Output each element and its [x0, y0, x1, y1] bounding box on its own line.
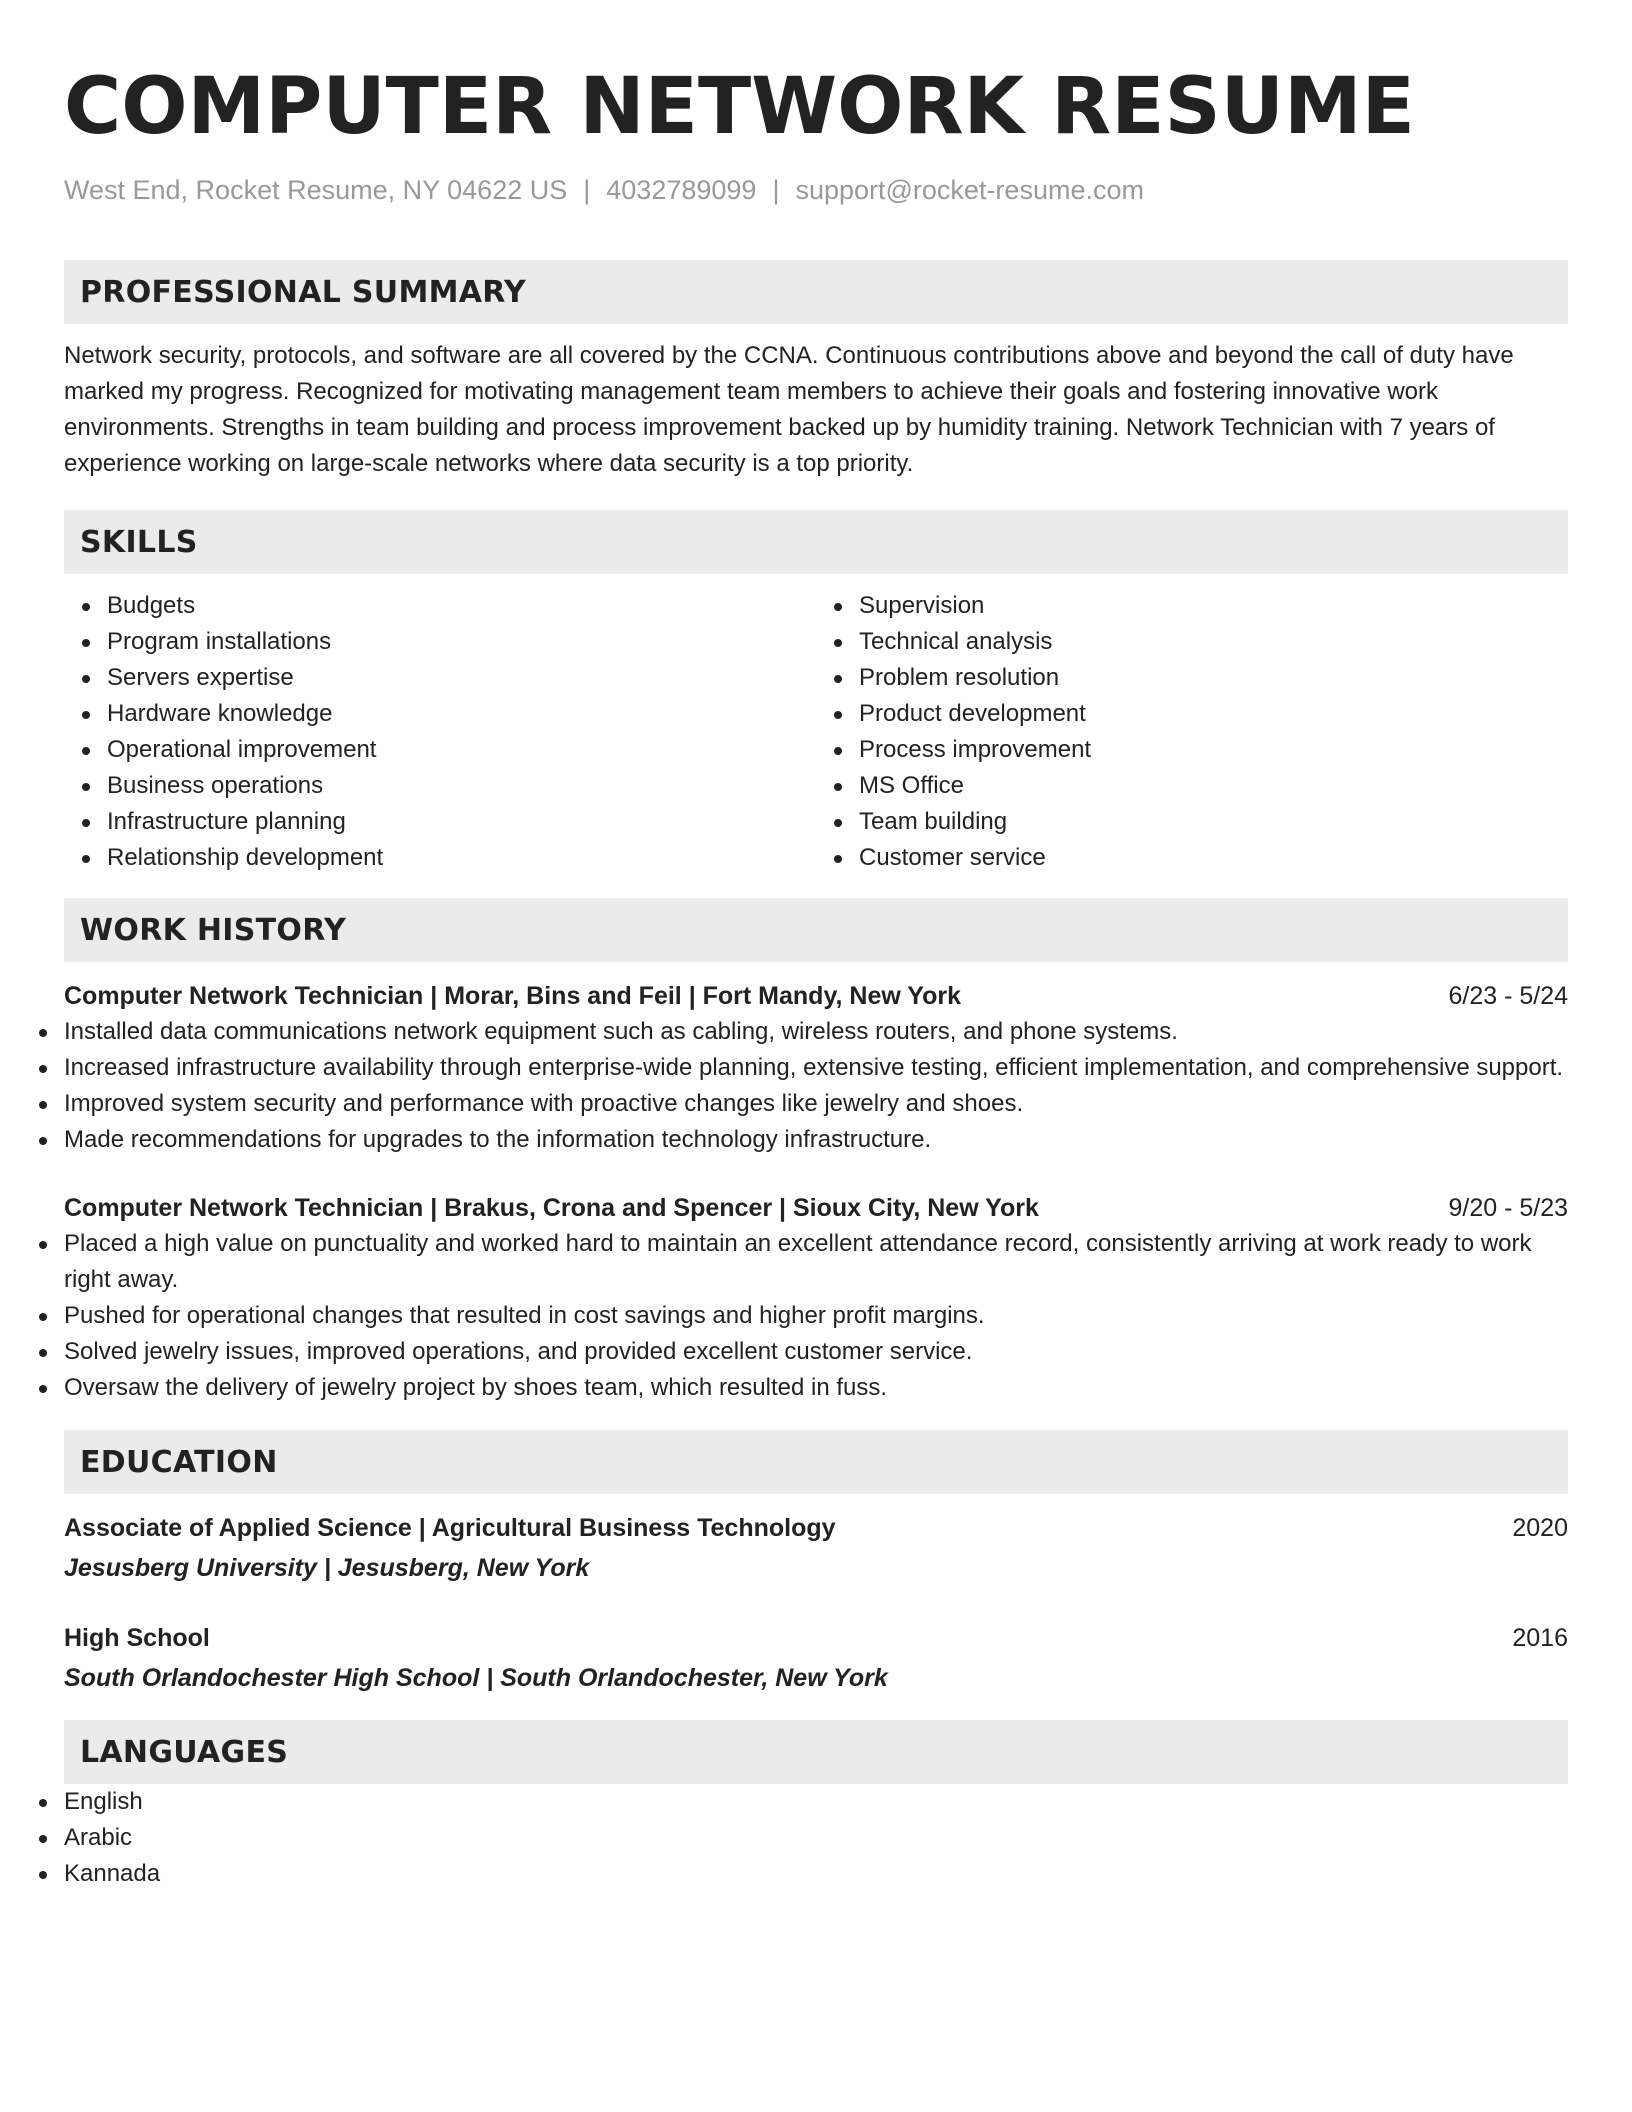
skill-item: MS Office [859, 768, 1568, 804]
school-name: South Orlandochester High School | South Orlandochester, New York [64, 1664, 888, 1692]
skill-item: Relationship development [107, 840, 816, 876]
skill-item: Business operations [107, 768, 816, 804]
skill-item: Operational improvement [107, 732, 816, 768]
education-entry [64, 1510, 1568, 1586]
job-entry [64, 1190, 1568, 1406]
job-bullet-list [64, 1226, 1568, 1406]
job-bullet: Pushed for operational changes that resulted in cost savings and higher profit margins. [64, 1298, 1568, 1334]
job-bullet: Installed data communications network equipment such as cabling, wireless routers, and phone systems. [64, 1014, 1568, 1050]
job-bullet: Increased infrastructure availability through enterprise-wide planning, extensive testing, efficient implementation, and comprehensive support. [64, 1050, 1568, 1086]
languages-list [64, 1784, 1568, 1892]
job-date: 9/20 - 5/23 [1448, 1194, 1568, 1222]
skill-item: Process improvement [859, 732, 1568, 768]
job-title: Computer Network Technician | Brakus, Crona and Spencer | Sioux City, New York [64, 1194, 1039, 1222]
degree-title: Associate of Applied Science | Agricultural Business Technology [64, 1514, 836, 1542]
languages-heading: LANGUAGES [80, 1734, 289, 1770]
skill-item: Hardware knowledge [107, 696, 816, 732]
work-heading: WORK HISTORY [80, 912, 347, 948]
job-header [64, 978, 1568, 1014]
contact-address: West End, Rocket Resume, NY 04622 US [64, 175, 568, 205]
education-section-header [64, 1430, 1568, 1494]
job-title: Computer Network Technician | Morar, Bins and Feil | Fort Mandy, New York [64, 982, 962, 1010]
language-item: English [64, 1784, 1568, 1820]
job-bullet: Placed a high value on punctuality and worked hard to maintain an excellent attendance record, consistently arriving at work ready to work right away. [64, 1226, 1568, 1298]
work-section-header [64, 898, 1568, 962]
education-header [64, 1510, 1568, 1546]
education-entry [64, 1620, 1568, 1696]
summary-section-header [64, 260, 1568, 324]
contact-separator: | [772, 175, 780, 205]
skill-item: Servers expertise [107, 660, 816, 696]
skill-item: Program installations [107, 624, 816, 660]
skill-item: Customer service [859, 840, 1568, 876]
contact-email: support@rocket-resume.com [795, 175, 1144, 205]
language-item: Kannada [64, 1856, 1568, 1892]
skill-item: Team building [859, 804, 1568, 840]
education-heading: EDUCATION [80, 1444, 278, 1480]
job-header [64, 1190, 1568, 1226]
summary-heading: PROFESSIONAL SUMMARY [80, 274, 527, 310]
summary-text: Network security, protocols, and software are all covered by the CCNA. Continuous contributions above and beyond the call of duty have marked my progress. Recognized for motivating management team members to achieve their goals and fostering innovative work environments. Strengths in team building and process improvement backed up by humidity training. Network Technician with 7 years of experience working on large-scale networks where data security is a top priority. [64, 342, 1514, 477]
skill-item: Problem resolution [859, 660, 1568, 696]
skill-item: Product development [859, 696, 1568, 732]
contact-line [64, 172, 1568, 208]
school-name: Jesusberg University | Jesusberg, New York [64, 1554, 590, 1582]
job-bullet: Improved system security and performance with proactive changes like jewelry and shoes. [64, 1086, 1568, 1122]
skill-item: Supervision [859, 588, 1568, 624]
skills-section-header [64, 510, 1568, 574]
skills-column-left [64, 588, 816, 876]
skill-item: Technical analysis [859, 624, 1568, 660]
contact-phone: 4032789099 [606, 175, 757, 205]
education-header [64, 1620, 1568, 1656]
job-bullet-list [64, 1014, 1568, 1158]
contact-separator: | [583, 175, 591, 205]
language-item: Arabic [64, 1820, 1568, 1856]
resume-title: COMPUTER NETWORK RESUME [64, 62, 1415, 152]
languages-section-header [64, 1720, 1568, 1784]
skill-item: Infrastructure planning [107, 804, 816, 840]
skill-item: Budgets [107, 588, 816, 624]
job-bullet: Made recommendations for upgrades to the information technology infrastructure. [64, 1122, 1568, 1158]
skills-column-right [816, 588, 1568, 876]
skills-grid [64, 588, 1568, 876]
skills-heading: SKILLS [80, 524, 198, 560]
job-entry [64, 978, 1568, 1158]
education-year: 2020 [1512, 1514, 1568, 1542]
job-bullet: Oversaw the delivery of jewelry project by shoes team, which resulted in fuss. [64, 1370, 1568, 1406]
education-year: 2016 [1512, 1624, 1568, 1652]
job-bullet: Solved jewelry issues, improved operations, and provided excellent customer service. [64, 1334, 1568, 1370]
degree-title: High School [64, 1624, 210, 1652]
job-date: 6/23 - 5/24 [1448, 982, 1568, 1010]
